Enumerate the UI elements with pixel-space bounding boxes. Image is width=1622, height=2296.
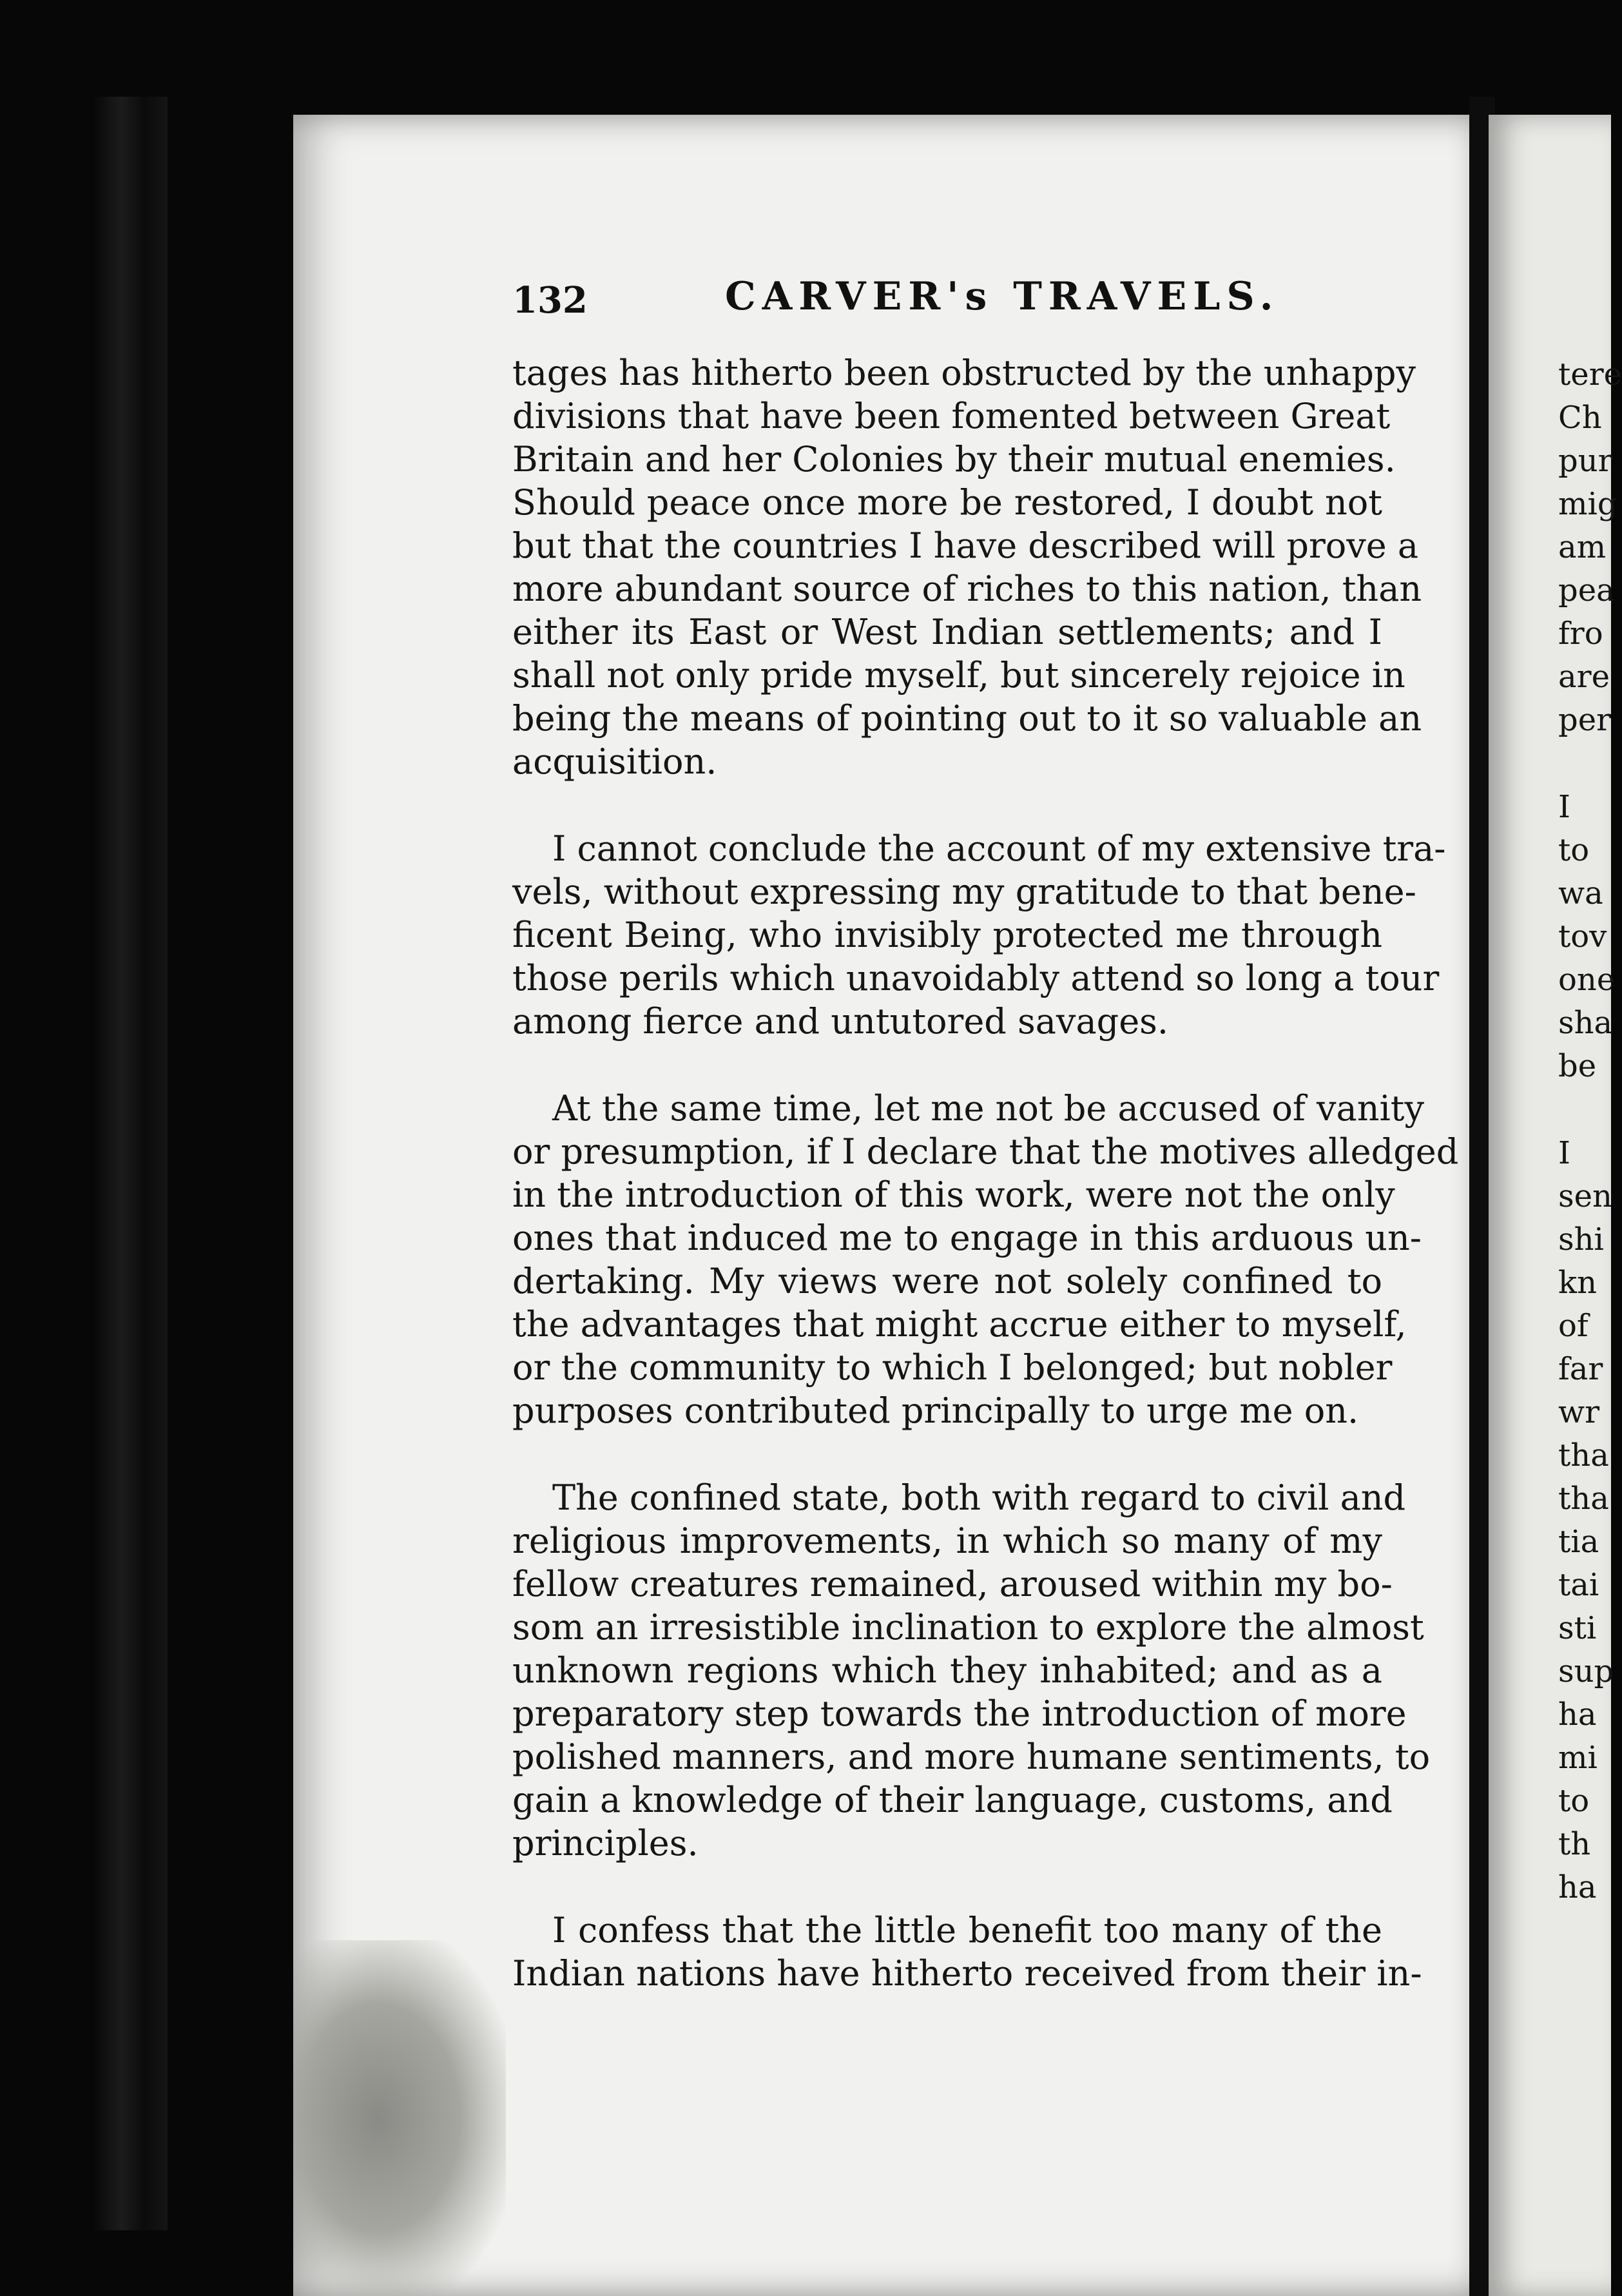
text-line: gain a knowledge of their language, customs, and: [512, 1780, 1393, 1820]
facing-line-fragment: shi: [1558, 1221, 1604, 1258]
text-line: vels, without expressing my gratitude to that bene-: [512, 871, 1416, 912]
facing-line-fragment: mi: [1558, 1740, 1598, 1776]
paragraph: [512, 1476, 1431, 1865]
text-line: tages has hitherto been obstructed by the unhappy: [512, 353, 1416, 393]
facing-line-fragment: tia: [1558, 1524, 1599, 1560]
text-line: the advantages that might accrue either to myself,: [512, 1304, 1407, 1345]
facing-line-fragment: to: [1558, 1783, 1590, 1819]
paragraph: [512, 351, 1422, 783]
text-line: in the introduction of this work, were not the only: [512, 1174, 1395, 1215]
facing-line-fragment: mig: [1558, 486, 1617, 522]
text-line: but that the countries I have described will prove a: [512, 525, 1419, 566]
text-line: Should peace once more be restored, I doubt not: [512, 482, 1382, 523]
text-line: more abundant source of riches to this nation, than: [512, 569, 1422, 609]
text-line: those perils which unavoidably attend so long a tour: [512, 958, 1440, 998]
facing-line-fragment: far: [1558, 1351, 1603, 1387]
text-line: som an irresistible inclination to explore the almost: [512, 1607, 1424, 1648]
text-line: purposes contributed principally to urge me on.: [512, 1390, 1359, 1431]
text-line: being the means of pointing out to it so valuable an: [512, 698, 1422, 739]
text-line: religious improvements, in which so many of my: [512, 1521, 1382, 1561]
facing-line-fragment: are: [1558, 659, 1610, 695]
facing-line-fragment: wa: [1558, 875, 1603, 911]
text-line: Britain and her Colonies by their mutual enemies.: [512, 439, 1396, 480]
page-stain: [293, 1940, 506, 2296]
facing-line-fragment: tere: [1558, 356, 1622, 393]
facing-line-fragment: kn: [1558, 1265, 1597, 1301]
text-line: ficent Being, who invisibly protected me through: [512, 915, 1382, 955]
facing-line-fragment: ha: [1558, 1697, 1597, 1733]
text-line: I confess that the little benefit too many of the: [552, 1910, 1382, 1951]
facing-line-fragment: am: [1558, 529, 1607, 565]
text-line: The confined state, both with regard to civil and: [552, 1477, 1406, 1518]
text-line: acquisition.: [512, 741, 717, 782]
facing-line-fragment: sup: [1558, 1653, 1614, 1689]
facing-line-fragment: tha: [1558, 1437, 1609, 1474]
text-line: preparatory step towards the introduction of more: [512, 1693, 1407, 1734]
facing-line-fragment: to: [1558, 832, 1590, 868]
facing-line-fragment: wr: [1558, 1394, 1600, 1430]
facing-line-fragment: per: [1558, 702, 1612, 738]
facing-line-fragment: I: [1558, 1135, 1570, 1171]
facing-line-fragment: sha: [1558, 1005, 1613, 1041]
text-line: or the community to which I belonged; but nobler: [512, 1347, 1393, 1388]
facing-line-fragment: fro: [1558, 616, 1603, 652]
facing-line-fragment: sen: [1558, 1178, 1612, 1214]
book-spine-edge: [90, 97, 168, 2230]
facing-line-fragment: ha: [1558, 1869, 1597, 1905]
text-line: I cannot conclude the account of my extensive tra-: [552, 828, 1446, 869]
facing-line-fragment: pur: [1558, 443, 1613, 479]
body-text: [512, 351, 1459, 2039]
facing-line-fragment: be: [1558, 1048, 1597, 1084]
text-line: either its East or West Indian settlements; and I: [512, 612, 1382, 652]
text-line: shall not only pride myself, but sincerely rejoice in: [512, 655, 1405, 696]
facing-line-fragment: th: [1558, 1826, 1591, 1862]
text-line: divisions that have been fomented between Great: [512, 396, 1391, 436]
facing-line-fragment: tai: [1558, 1567, 1599, 1603]
facing-line-fragment: pea: [1558, 572, 1615, 608]
text-line: principles.: [512, 1823, 699, 1863]
text-line: among fierce and untutored savages.: [512, 1001, 1169, 1042]
text-line: unknown regions which they inhabited; and as a: [512, 1650, 1382, 1691]
paragraph: [512, 1909, 1422, 1995]
page-number: 132: [512, 279, 588, 322]
fragment-gap: [1558, 1088, 1611, 1132]
facing-line-fragment: Ch: [1558, 400, 1602, 436]
facing-line-fragment: sti: [1558, 1610, 1597, 1646]
text-line: fellow creatures remained, aroused within my bo-: [512, 1564, 1393, 1604]
paragraph: [512, 1087, 1459, 1432]
page-header: [512, 274, 1376, 326]
text-line: or presumption, if I declare that the motives alledged: [512, 1131, 1459, 1172]
facing-line-fragment: I: [1558, 789, 1570, 825]
facing-line-fragment: tov: [1558, 919, 1607, 955]
text-line: polished manners, and more humane sentiments, to: [512, 1737, 1431, 1777]
facing-line-fragment: one: [1558, 962, 1616, 998]
text-line: ones that induced me to engage in this arduous un-: [512, 1218, 1422, 1258]
fragment-gap: [1558, 742, 1611, 786]
facing-line-fragment: tha: [1558, 1481, 1609, 1517]
text-line: Indian nations have hitherto received from their in-: [512, 1953, 1422, 1994]
facing-page-fragments: [1558, 353, 1622, 1909]
running-head: CARVER's TRAVELS.: [725, 274, 1280, 319]
text-line: At the same time, let me not be accused of vanity: [552, 1088, 1424, 1129]
text-line: dertaking. My views were not solely confined to: [512, 1261, 1382, 1301]
facing-line-fragment: of: [1558, 1308, 1588, 1344]
paragraph: [512, 827, 1446, 1043]
